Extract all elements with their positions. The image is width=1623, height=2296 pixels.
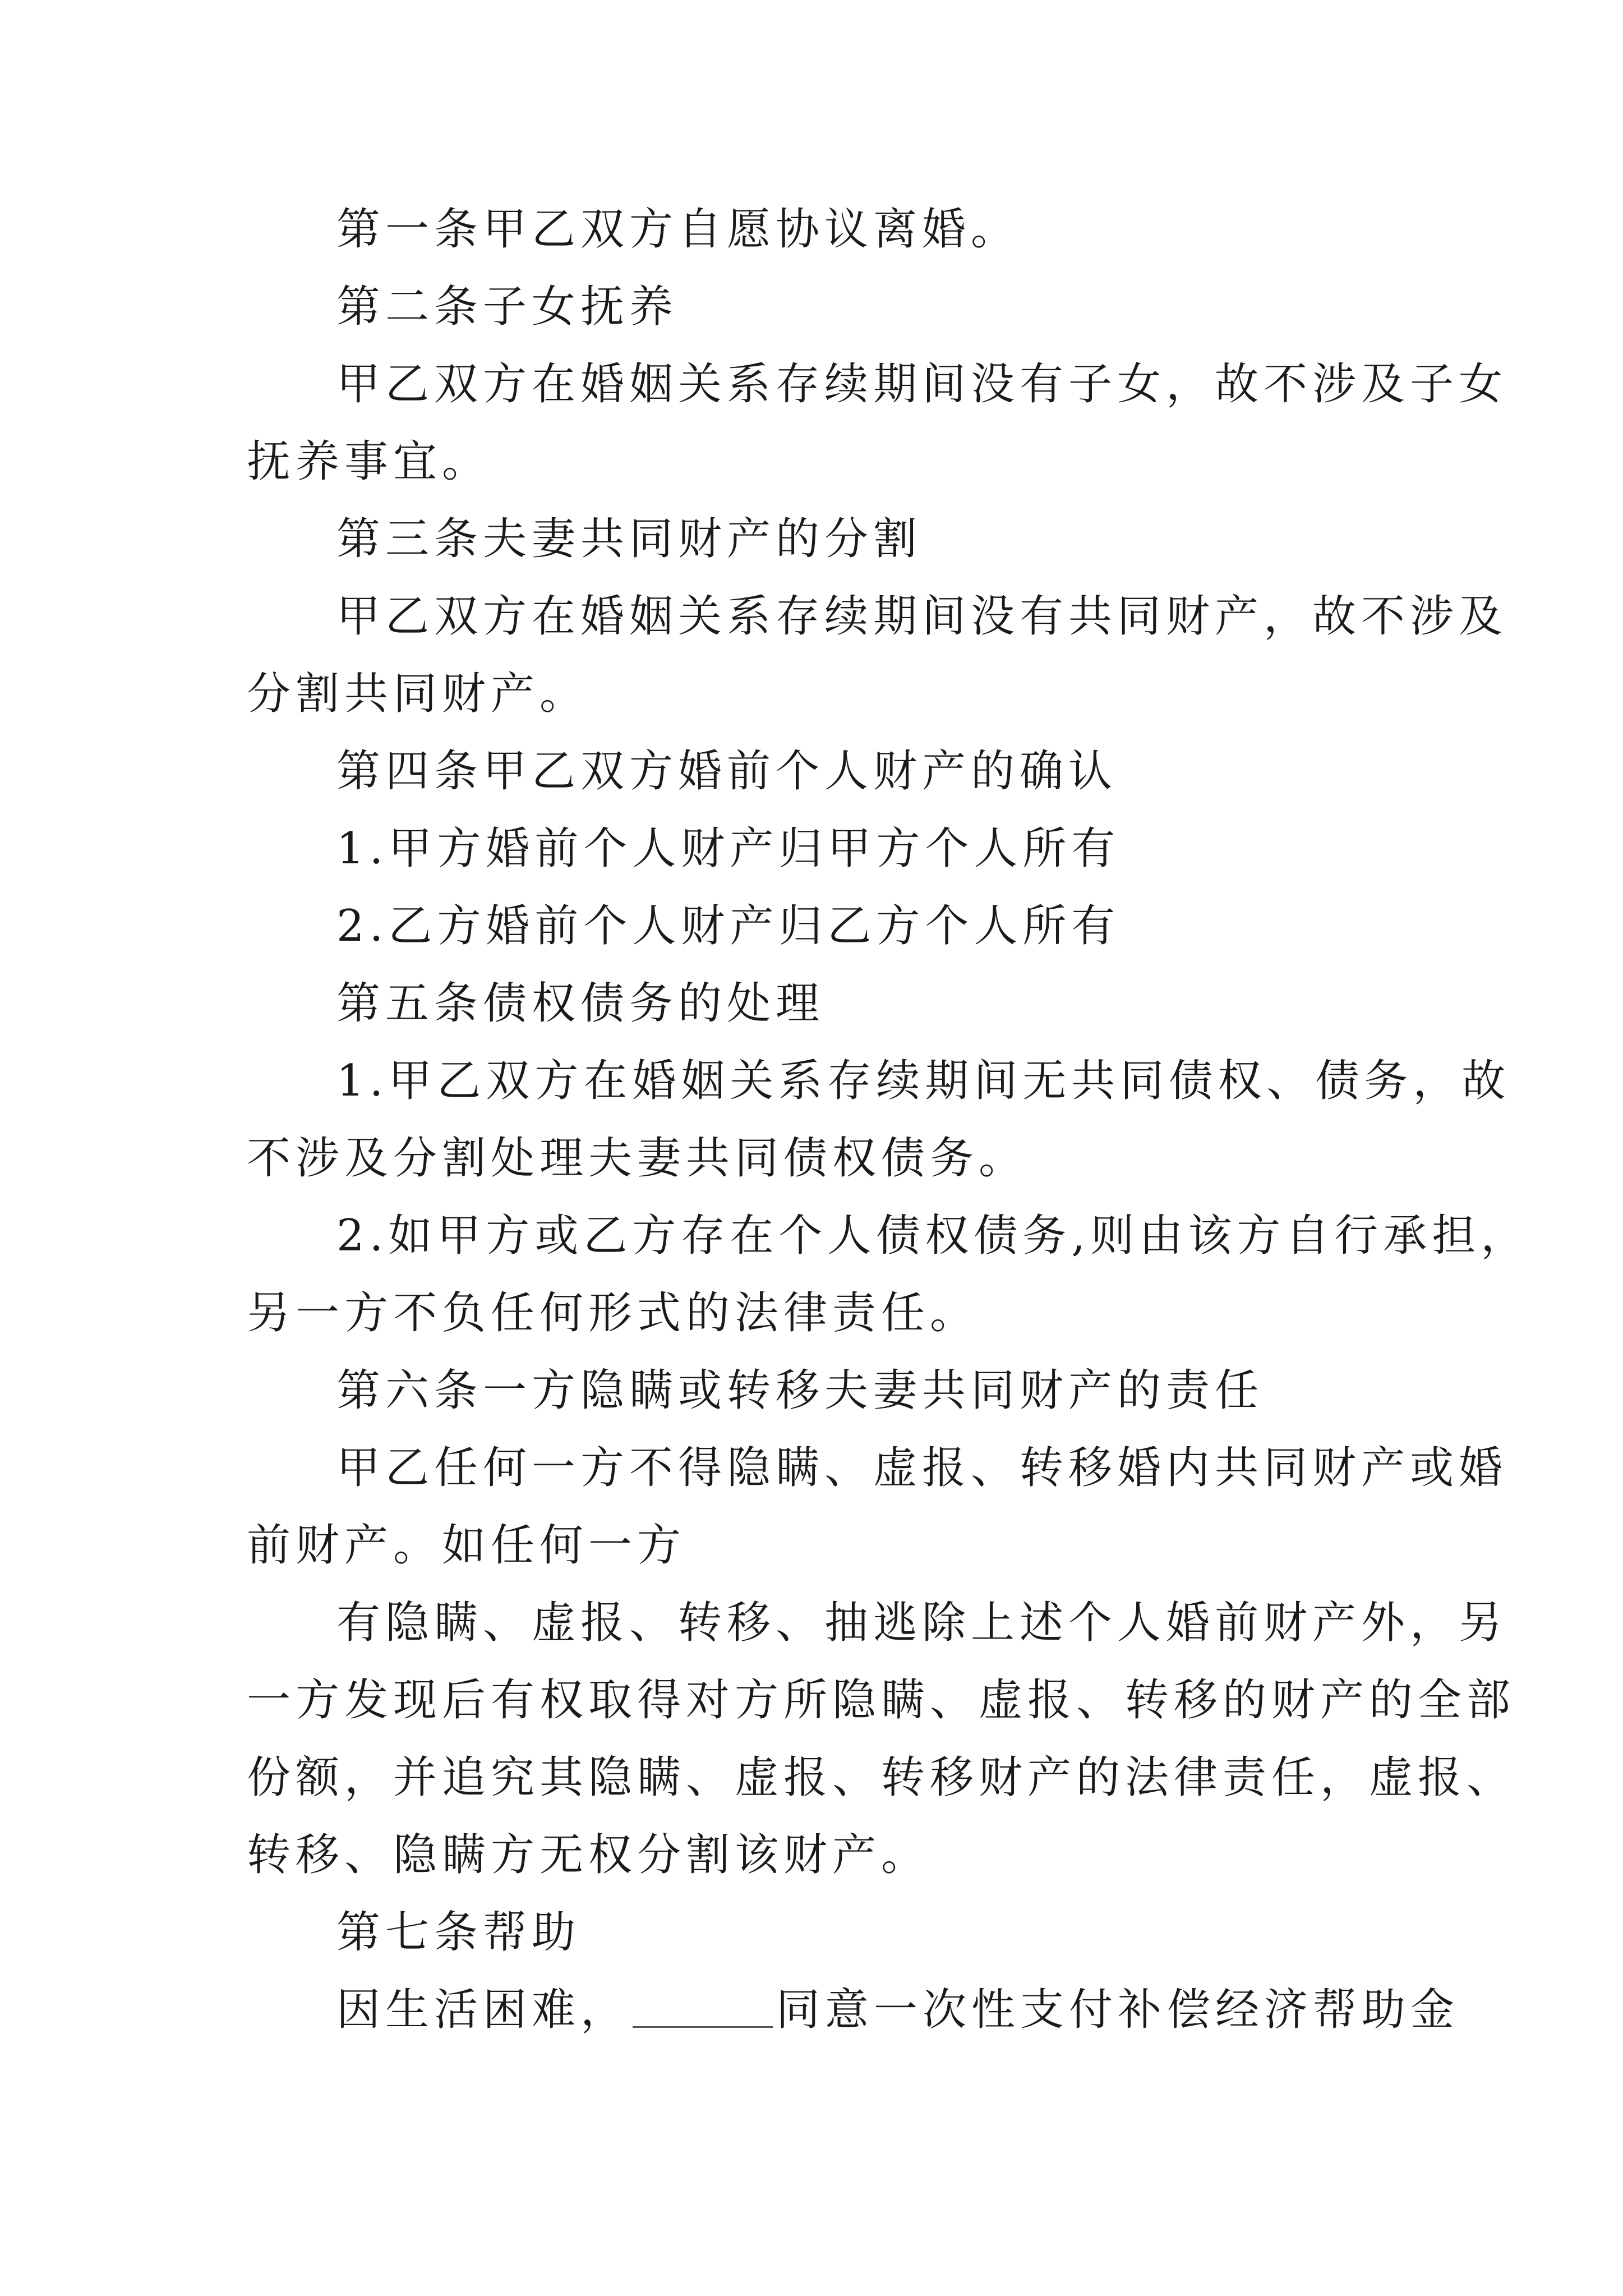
paragraph-line: 甲乙任何一方不得隐瞒、虚报、转移婚内共同财产或婚 xyxy=(336,1443,1508,1493)
paragraph-line: 另一方不负任何形式的法律责任。 xyxy=(247,1288,979,1338)
last-line-after-blank: 同意一次性支付补偿经济帮助金 xyxy=(776,1985,1460,2035)
paragraph-line: 份额，并追究其隐瞒、虚报、转移财产的法律责任，虚报、 xyxy=(247,1752,1516,1803)
list-item: 2.如甲方或乙方存在个人债权债务,则由该方自行承担， xyxy=(336,1211,1530,1261)
article-1-heading: 第一条甲乙双方自愿协议离婚。 xyxy=(336,204,1020,255)
paragraph-line: 甲乙双方在婚姻关系存续期间没有共同财产，故不涉及 xyxy=(336,591,1508,642)
paragraph-line: 不涉及分割处理夫妻共同债权债务。 xyxy=(247,1133,1028,1184)
article-4-heading: 第四条甲乙双方婚前个人财产的确认 xyxy=(336,746,1118,797)
article-5-heading: 第五条债权债务的处理 xyxy=(336,978,825,1029)
paragraph-line: 有隐瞒、虚报、转移、抽逃除上述个人婚前财产外，另 xyxy=(336,1598,1508,1648)
article-2-heading: 第二条子女抚养 xyxy=(336,282,679,332)
paragraph-line xyxy=(247,1971,1460,2049)
list-item: 1.甲乙双方在婚姻关系存续期间无共同债权、债务，故 xyxy=(336,1056,1511,1106)
list-item: 1.甲方婚前个人财产归甲方个人所有 xyxy=(336,823,1121,874)
last-line-before-blank: 因生活困难， xyxy=(336,1985,630,2035)
list-item: 2.乙方婚前个人财产归乙方个人所有 xyxy=(336,901,1121,951)
paragraph-line: 一方发现后有权取得对方所隐瞒、虚报、转移的财产的全部 xyxy=(247,1675,1516,1726)
article-6-heading: 第六条一方隐瞒或转移夫妻共同财产的责任 xyxy=(336,1365,1264,1416)
paragraph-line: 分割共同财产。 xyxy=(247,669,589,719)
article-3-heading: 第三条夫妻共同财产的分割 xyxy=(336,514,923,564)
article-7-heading: 第七条帮助 xyxy=(336,1907,581,1958)
paragraph-line: 转移、隐瞒方无权分割该财产。 xyxy=(247,1830,930,1880)
paragraph-line: 前财产。如任何一方 xyxy=(247,1520,686,1571)
paragraph-line: 甲乙双方在婚姻关系存续期间没有子女，故不涉及子女 xyxy=(336,359,1508,409)
paragraph-line: 抚养事宜。 xyxy=(247,436,491,487)
document-body xyxy=(247,191,1530,2049)
fill-in-blank xyxy=(633,1987,773,2028)
